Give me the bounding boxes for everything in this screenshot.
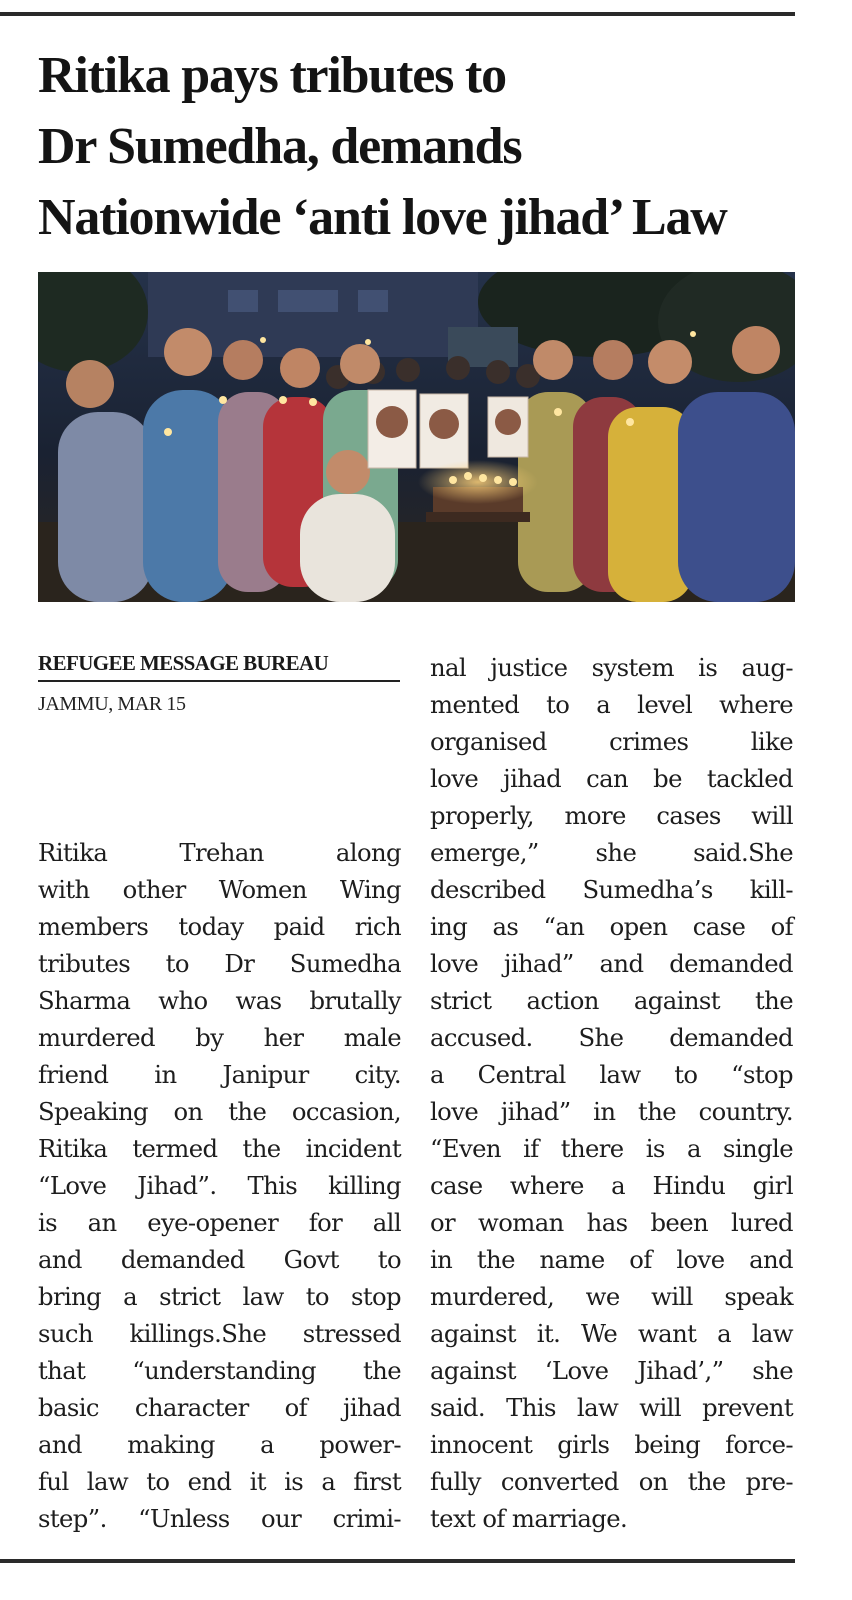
- body-line: properly, more cases will: [430, 801, 793, 830]
- body-line: members today paid rich: [38, 912, 401, 941]
- body-column-left: [38, 834, 401, 1537]
- body-line: step”. “Unless our crimi-: [38, 1504, 401, 1533]
- body-line: and making a power-: [38, 1430, 401, 1459]
- top-rule: [0, 12, 795, 16]
- headline-line-1: Ritika pays tributes to: [38, 47, 506, 104]
- body-line: love jihad” in the country.: [430, 1097, 793, 1126]
- body-line: friend in Janipur city.: [38, 1060, 401, 1089]
- body-line: or woman has been lured: [430, 1208, 793, 1237]
- body-line: fully converted on the pre-: [430, 1467, 793, 1496]
- body-line: case where a Hindu girl: [430, 1171, 793, 1200]
- byline: REFUGEE MESSAGE BUREAU: [38, 651, 400, 682]
- body-line: bring a strict law to stop: [38, 1282, 401, 1311]
- body-line: accused. She demanded: [430, 1023, 793, 1052]
- body-line: love jihad” and demanded: [430, 949, 793, 978]
- body-line: such killings.She stressed: [38, 1319, 401, 1348]
- candlelight-vigil-photo: [38, 272, 795, 602]
- body-line: “Love Jihad”. This killing: [38, 1171, 401, 1200]
- headline-line-2: Dr Sumedha, demands: [38, 118, 522, 175]
- body-line: organised crimes like: [430, 727, 793, 756]
- body-line: is an eye-opener for all: [38, 1208, 401, 1237]
- body-line: tributes to Dr Sumedha: [38, 949, 401, 978]
- body-line: love jihad can be tackled: [430, 764, 793, 793]
- body-line: against ‘Love Jihad’,” she: [430, 1356, 793, 1385]
- body-line: innocent girls being force-: [430, 1430, 793, 1459]
- body-line: said. This law will prevent: [430, 1393, 793, 1422]
- body-column-right: [430, 649, 793, 1537]
- body-line: “Even if there is a single: [430, 1134, 793, 1163]
- body-line: Ritika termed the incident: [38, 1134, 401, 1163]
- body-line: with other Women Wing: [38, 875, 401, 904]
- body-line: and demanded Govt to: [38, 1245, 401, 1274]
- headline-line-3: Nationwide ‘anti love jihad’ Law: [38, 189, 727, 246]
- body-line: Ritika Trehan along: [38, 838, 401, 867]
- body-line: murdered, we will speak: [430, 1282, 793, 1311]
- body-line: ful law to end it is a first: [38, 1467, 401, 1496]
- body-line: described Sumedha’s kill-: [430, 875, 793, 904]
- body-line: nal justice system is aug-: [430, 653, 793, 682]
- body-line: that “understanding the: [38, 1356, 401, 1385]
- body-line: murdered by her male: [38, 1023, 401, 1052]
- body-line: ing as “an open case of: [430, 912, 793, 941]
- body-line: emerge,” she said.She: [430, 838, 793, 867]
- headline: [38, 40, 798, 253]
- dateline: JAMMU, MAR 15: [38, 693, 186, 715]
- bottom-rule: [0, 1559, 795, 1563]
- body-line: a Central law to “stop: [430, 1060, 793, 1089]
- body-line: Sharma who was brutally: [38, 986, 401, 1015]
- body-line: against it. We want a law: [430, 1319, 793, 1348]
- body-line: strict action against the: [430, 986, 793, 1015]
- body-line: mented to a level where: [430, 690, 793, 719]
- body-line: basic character of jihad: [38, 1393, 401, 1422]
- body-line: in the name of love and: [430, 1245, 793, 1274]
- body-line: text of marriage.: [430, 1504, 628, 1533]
- body-line: Speaking on the occasion,: [38, 1097, 401, 1126]
